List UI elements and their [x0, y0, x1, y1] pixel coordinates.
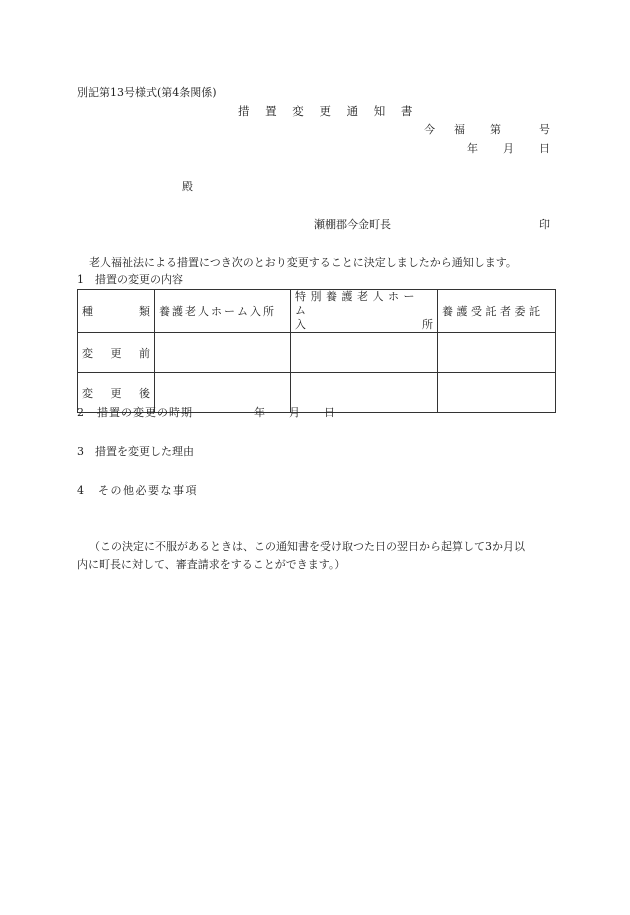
cell-before-special-home [291, 333, 438, 373]
doc-number-part: 号 [539, 123, 550, 136]
cell-before-nursing-home [155, 333, 291, 373]
seal-mark: 印 [539, 218, 550, 231]
header-special-nursing-home: 特別養護老人ホーム 入 所 [291, 290, 438, 333]
cell-after-entrusted [438, 373, 556, 413]
measures-table [77, 289, 556, 413]
section-2-day: 日 [324, 406, 335, 419]
header-nursing-home: 養護老人ホーム入所 [155, 290, 291, 333]
date-year: 年 [467, 142, 478, 155]
page-title: 措 置 変 更 通 知 書 [238, 104, 419, 118]
doc-number-part: 今 [424, 123, 435, 136]
cell-after-special-home [291, 373, 438, 413]
doc-number-part: 福 [454, 123, 465, 136]
row-label-after: 変 更 後 [78, 373, 155, 413]
appeal-note-line-1: （この決定に不服があるときは、この通知書を受け取つた日の翌日から起算して3か月以 [89, 540, 525, 553]
table-row-before [78, 333, 556, 373]
section-2-heading: 2 措置の変更の時期 [77, 406, 193, 419]
header-category: 種 類 [78, 290, 155, 333]
header-entrusted: 養護受託者委託 [438, 290, 556, 333]
section-2-year: 年 [254, 406, 265, 419]
section-2-month: 月 [289, 406, 300, 419]
addressee-suffix: 殿 [182, 180, 193, 193]
section-4-heading: 4 その他必要な事項 [77, 484, 198, 497]
date-day: 日 [539, 142, 550, 155]
form-label: 別記第13号様式(第4条関係) [77, 86, 217, 99]
issuer: 瀬棚郡今金町長 [314, 218, 391, 231]
section-3-heading: 3 措置を変更した理由 [77, 445, 194, 458]
cell-before-entrusted [438, 333, 556, 373]
intro-text: 老人福祉法による措置につき次のとおり変更することに決定しましたから通知します。 [89, 256, 517, 269]
section-1-heading: 1 措置の変更の内容 [77, 273, 183, 286]
row-label-before: 変 更 前 [78, 333, 155, 373]
date-month: 月 [503, 142, 514, 155]
doc-number-part: 第 [490, 123, 501, 136]
table-header-row [78, 290, 556, 333]
appeal-note-line-2: 内に町長に対して、審査請求をすることができます。） [77, 558, 346, 571]
